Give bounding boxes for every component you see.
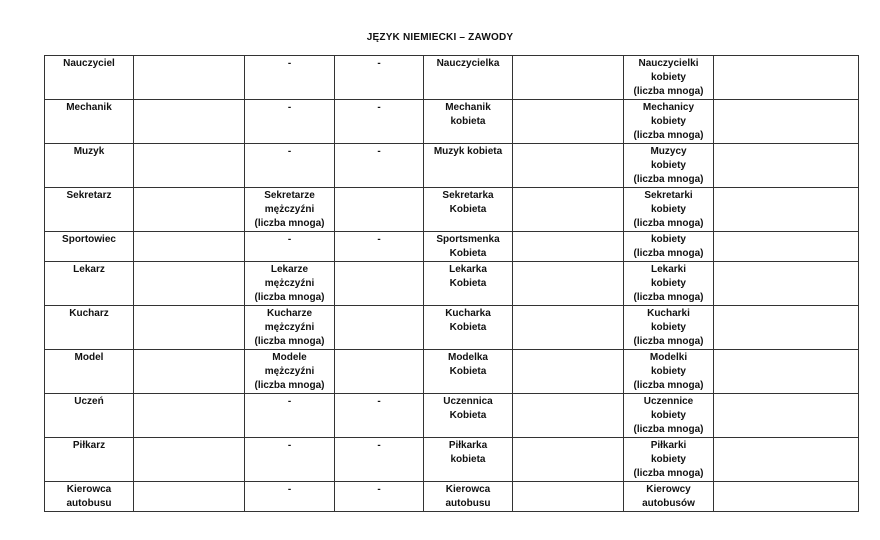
cell-text: Lekarz: [73, 264, 105, 275]
cell-male-plural: [245, 100, 335, 144]
cell-male-plural: [245, 438, 335, 482]
cell-male-plural-alt: [335, 438, 424, 482]
cell-text: kobiety: [650, 160, 686, 171]
cell-text: (liczba mnoga): [254, 218, 325, 229]
cell-text: Kucharze: [266, 308, 312, 319]
cell-base-form: [45, 306, 134, 350]
cell-female-plural: [624, 188, 714, 232]
table-row: [45, 100, 859, 144]
cell-notes: [134, 100, 245, 144]
cell-notes: [134, 262, 245, 306]
cell-text: Kobieta: [449, 278, 487, 289]
cell-base-form: [45, 56, 134, 100]
cell-base-form: [45, 350, 134, 394]
cell-base-form: [45, 188, 134, 232]
cell-text: (liczba mnoga): [633, 380, 704, 391]
cell-text: -: [287, 234, 292, 245]
cell-extra: [714, 306, 859, 350]
cell-text: -: [287, 484, 292, 495]
cell-text: (liczba mnoga): [633, 130, 704, 141]
cell-male-plural-alt: [335, 482, 424, 512]
cell-male-plural-alt: [335, 188, 424, 232]
cell-text: kobiety: [650, 116, 686, 127]
cell-text: Sekretarka: [442, 190, 494, 201]
cell-text: Nauczycielka: [436, 58, 500, 69]
cell-female-form: [424, 232, 513, 262]
cell-text: -: [287, 440, 292, 451]
cell-female-plural: [624, 56, 714, 100]
cell-male-plural: [245, 350, 335, 394]
cell-text: Nauczycielki: [638, 58, 699, 69]
cell-extra: [714, 56, 859, 100]
cell-text: (liczba mnoga): [633, 86, 704, 97]
cell-female-form: [424, 100, 513, 144]
cell-male-plural-alt: [335, 350, 424, 394]
cell-text: Sekretarze: [264, 190, 315, 201]
cell-text: Kucharki: [647, 308, 690, 319]
cell-female-notes: [513, 188, 624, 232]
cell-text: Uczennice: [643, 396, 694, 407]
cell-male-plural: [245, 144, 335, 188]
cell-text: -: [287, 102, 292, 113]
cell-male-plural-alt: [335, 394, 424, 438]
cell-text: Muzycy: [650, 146, 687, 157]
cell-text: Piłkarki: [650, 440, 687, 451]
cell-text: Sekretarz: [66, 190, 112, 201]
professions-table: [44, 55, 859, 512]
table-row: [45, 262, 859, 306]
cell-text: Mechanik: [66, 102, 112, 113]
cell-text: Nauczyciel: [63, 58, 115, 69]
cell-male-plural: [245, 188, 335, 232]
cell-text: Mechanicy: [642, 102, 695, 113]
cell-base-form: [45, 144, 134, 188]
cell-text: kobieta: [450, 454, 486, 465]
cell-text: autobusów: [642, 498, 695, 509]
table-row: [45, 438, 859, 482]
cell-base-form: [45, 100, 134, 144]
cell-text: kobiety: [650, 322, 686, 333]
cell-text: kobiety: [650, 454, 686, 465]
cell-female-form: [424, 482, 513, 512]
cell-male-plural-alt: [335, 232, 424, 262]
cell-text: Kobieta: [449, 204, 487, 215]
cell-female-plural: [624, 482, 714, 512]
cell-base-form: [45, 438, 134, 482]
cell-text: (liczba mnoga): [633, 468, 704, 479]
cell-text: (liczba mnoga): [633, 218, 704, 229]
cell-text: mężczyźni: [264, 322, 315, 333]
cell-male-plural: [245, 56, 335, 100]
cell-text: Kobieta: [449, 366, 487, 377]
cell-text: Kucharz: [69, 308, 109, 319]
cell-male-plural: [245, 394, 335, 438]
cell-male-plural-alt: [335, 306, 424, 350]
cell-male-plural-alt: [335, 100, 424, 144]
cell-text: Muzyk: [73, 146, 105, 157]
cell-female-form: [424, 306, 513, 350]
cell-text: kobiety: [650, 204, 686, 215]
cell-female-form: [424, 56, 513, 100]
cell-text: Mechanik: [445, 102, 491, 113]
cell-female-notes: [513, 306, 624, 350]
table-row: [45, 306, 859, 350]
cell-notes: [134, 482, 245, 512]
cell-text: Modelki: [649, 352, 688, 363]
cell-text: autobusu: [445, 498, 491, 509]
cell-notes: [134, 438, 245, 482]
cell-extra: [714, 232, 859, 262]
cell-base-form: [45, 394, 134, 438]
cell-male-plural: [245, 482, 335, 512]
document-title: JĘZYK NIEMIECKI – ZAWODY: [366, 32, 514, 43]
cell-text: kobiety: [650, 278, 686, 289]
cell-notes: [134, 232, 245, 262]
cell-text: -: [287, 396, 292, 407]
cell-text: -: [377, 102, 381, 113]
cell-female-form: [424, 262, 513, 306]
cell-text: Kobieta: [449, 248, 487, 259]
cell-female-form: [424, 144, 513, 188]
cell-text: -: [377, 396, 381, 407]
cell-text: Model: [74, 352, 104, 363]
cell-notes: [134, 56, 245, 100]
cell-extra: [714, 394, 859, 438]
cell-text: kobiety: [650, 366, 686, 377]
cell-text: Piłkarka: [448, 440, 488, 451]
cell-female-notes: [513, 232, 624, 262]
cell-notes: [134, 350, 245, 394]
cell-text: kobiety: [650, 410, 686, 421]
cell-female-notes: [513, 262, 624, 306]
cell-text: kobieta: [450, 116, 486, 127]
table-row: [45, 482, 859, 512]
cell-text: kobiety: [650, 234, 686, 245]
cell-text: Uczeń: [74, 396, 104, 407]
cell-text: -: [377, 146, 381, 157]
cell-base-form: [45, 482, 134, 512]
cell-text: mężczyźni: [264, 366, 315, 377]
cell-extra: [714, 188, 859, 232]
cell-female-plural: [624, 100, 714, 144]
cell-text: Sportsmenka: [436, 234, 500, 245]
cell-female-form: [424, 438, 513, 482]
cell-text: Lekarka: [449, 264, 487, 275]
table-row: [45, 144, 859, 188]
cell-notes: [134, 144, 245, 188]
cell-female-notes: [513, 100, 624, 144]
cell-text: Kierowca: [445, 484, 491, 495]
cell-notes: [134, 188, 245, 232]
cell-text: Kierowca: [66, 484, 112, 495]
cell-extra: [714, 350, 859, 394]
cell-text: Lekarze: [270, 264, 309, 275]
cell-female-plural: [624, 232, 714, 262]
table-row: [45, 350, 859, 394]
cell-text: (liczba mnoga): [633, 336, 704, 347]
cell-female-form: [424, 394, 513, 438]
cell-text: -: [377, 484, 381, 495]
cell-female-notes: [513, 394, 624, 438]
cell-text: Kierowcy: [646, 484, 691, 495]
cell-text: -: [377, 234, 381, 245]
cell-male-plural-alt: [335, 144, 424, 188]
table-row: [45, 56, 859, 100]
cell-female-plural: [624, 394, 714, 438]
table-row: [45, 188, 859, 232]
cell-text: kobiety: [650, 72, 686, 83]
cell-text: Piłkarz: [72, 440, 106, 451]
cell-female-plural: [624, 262, 714, 306]
cell-notes: [134, 306, 245, 350]
table-row: [45, 232, 859, 262]
cell-extra: [714, 438, 859, 482]
cell-base-form: [45, 262, 134, 306]
cell-female-form: [424, 350, 513, 394]
cell-male-plural: [245, 262, 335, 306]
cell-female-notes: [513, 482, 624, 512]
cell-text: -: [377, 58, 381, 69]
cell-female-notes: [513, 144, 624, 188]
cell-female-notes: [513, 438, 624, 482]
cell-male-plural-alt: [335, 56, 424, 100]
cell-text: -: [287, 146, 292, 157]
cell-male-plural: [245, 232, 335, 262]
cell-text: (liczba mnoga): [633, 424, 704, 435]
cell-text: (liczba mnoga): [254, 292, 325, 303]
cell-text: (liczba mnoga): [254, 336, 325, 347]
cell-female-notes: [513, 56, 624, 100]
cell-female-form: [424, 188, 513, 232]
cell-text: Lekarki: [650, 264, 687, 275]
cell-text: Kucharka: [445, 308, 491, 319]
cell-text: -: [377, 440, 381, 451]
cell-male-plural: [245, 306, 335, 350]
cell-text: Modele: [272, 352, 307, 363]
table-row: [45, 394, 859, 438]
cell-text: mężczyźni: [264, 204, 315, 215]
cell-text: (liczba mnoga): [633, 248, 704, 259]
cell-female-notes: [513, 350, 624, 394]
cell-text: Modelka: [447, 352, 488, 363]
cell-female-plural: [624, 350, 714, 394]
cell-extra: [714, 262, 859, 306]
cell-extra: [714, 482, 859, 512]
cell-text: mężczyźni: [264, 278, 315, 289]
cell-extra: [714, 100, 859, 144]
cell-female-plural: [624, 144, 714, 188]
cell-text: (liczba mnoga): [254, 380, 325, 391]
cell-text: autobusu: [66, 498, 112, 509]
cell-text: Uczennica: [443, 396, 493, 407]
cell-text: (liczba mnoga): [633, 174, 704, 185]
cell-text: (liczba mnoga): [633, 292, 704, 303]
cell-male-plural-alt: [335, 262, 424, 306]
cell-text: Kobieta: [449, 322, 487, 333]
cell-text: Kobieta: [449, 410, 487, 421]
cell-text: Sekretarki: [644, 190, 693, 201]
cell-female-plural: [624, 306, 714, 350]
cell-base-form: [45, 232, 134, 262]
cell-extra: [714, 144, 859, 188]
cell-text: -: [287, 58, 292, 69]
cell-female-plural: [624, 438, 714, 482]
cell-notes: [134, 394, 245, 438]
cell-text: Muzyk kobieta: [433, 146, 503, 157]
cell-text: Sportowiec: [62, 234, 116, 245]
